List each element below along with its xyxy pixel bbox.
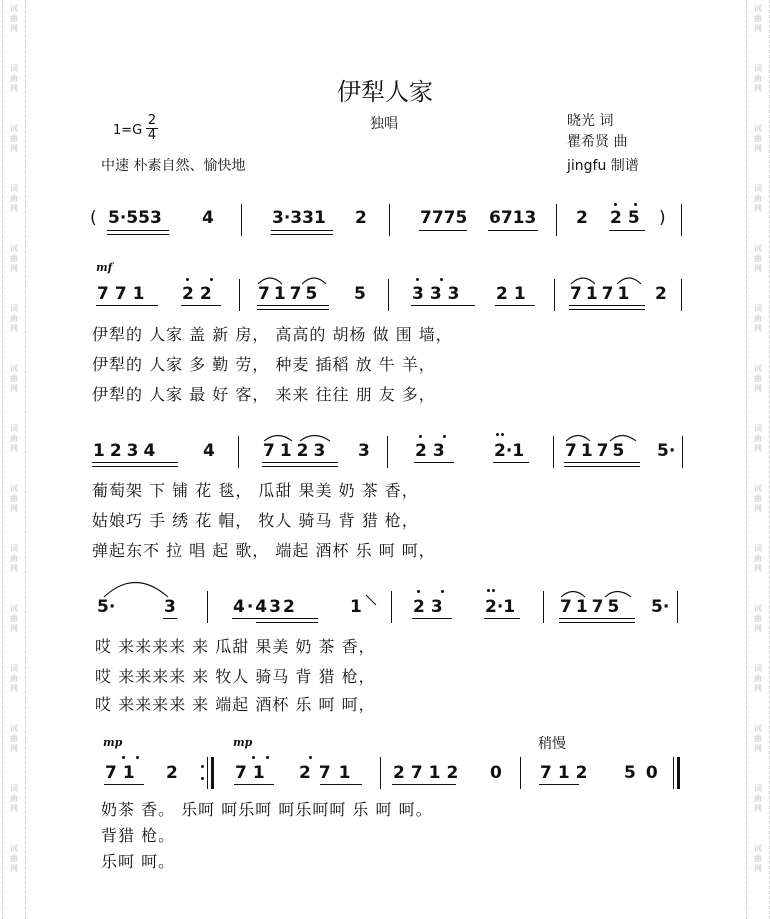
- composer-credit: 瞿希贤 曲: [567, 134, 628, 150]
- slur: [571, 278, 595, 284]
- lyric-line: 姑娘巧 手 绣 花 帽， 牧人 骑马 背 猎 枪，: [92, 511, 419, 530]
- note-group: 7171: [570, 284, 634, 304]
- lyric-line: 哎 来来来来 来 瓜甜 果美 奶 茶 香，: [95, 637, 376, 656]
- tempo-change-slower: 稍慢: [538, 736, 566, 752]
- note-group: 4: [203, 441, 215, 461]
- note-group: 21: [496, 284, 532, 304]
- watermark-text: 词 曲 网: [10, 604, 18, 633]
- watermark-text: 词 曲 网: [754, 4, 762, 33]
- watermark-text: 词 曲 网: [754, 364, 762, 393]
- note-group: 771: [97, 284, 151, 304]
- note-group: 5: [354, 284, 366, 304]
- note-group: 0: [490, 763, 502, 783]
- slur: [605, 592, 631, 598]
- watermark-text: 词 曲 网: [10, 724, 18, 753]
- arranger-credit: jingfu 制谱: [567, 158, 639, 174]
- paren-close: ): [659, 208, 666, 228]
- glissando-mark: [366, 595, 376, 605]
- watermark-text: 词 曲 网: [754, 244, 762, 273]
- watermark-text: 词 曲 网: [10, 484, 18, 513]
- tempo-marking: 中速 朴素自然、愉快地: [101, 158, 246, 174]
- slur: [258, 278, 282, 284]
- note-group: 271: [299, 763, 359, 783]
- note-group: 2·1: [485, 597, 516, 617]
- note-group: 7175: [565, 441, 629, 461]
- watermark-text: 词 曲 网: [10, 124, 18, 153]
- lyric-line: 乐呵 呵。: [101, 852, 176, 871]
- watermark-text: 词 曲 网: [10, 364, 18, 393]
- watermark-text: 词 曲 网: [754, 184, 762, 213]
- note-group: 3·331: [272, 208, 326, 228]
- watermark-text: 词 曲 网: [10, 304, 18, 333]
- lyric-line: 葡萄架 下 铺 花 毯， 瓜甜 果美 奶 茶 香，: [92, 481, 419, 500]
- dynamic-mf: mf: [96, 261, 113, 274]
- watermark-text: 词 曲 网: [10, 844, 18, 873]
- note-group: 4: [202, 208, 214, 228]
- note-group: 1: [350, 597, 362, 617]
- watermark-text: 词 曲 网: [10, 664, 18, 693]
- note-group: 712: [540, 763, 594, 783]
- watermark-text: 词 曲 网: [10, 4, 18, 33]
- paren-open: (: [90, 208, 97, 228]
- performance-type: 独唱: [370, 116, 398, 132]
- note-group: 4·432: [233, 597, 297, 617]
- song-title: 伊犁人家: [337, 78, 433, 106]
- lyric-line: 背猎 枪。: [101, 826, 176, 845]
- lyric-line: 哎 来来来来 来 牧人 骑马 背 猎 枪，: [95, 667, 376, 686]
- note-group: 333: [412, 284, 466, 304]
- time-numerator: 2: [147, 113, 157, 128]
- slur: [566, 436, 590, 442]
- watermark-text: 词 曲 网: [10, 424, 18, 453]
- watermark-text: 词 曲 网: [10, 184, 18, 213]
- watermark-text: 词 曲 网: [754, 484, 762, 513]
- slur: [302, 278, 326, 284]
- lyric-line: 哎 来来来来 来 端起 酒杯 乐 呵 呵，: [95, 695, 376, 714]
- note-group: 25: [610, 208, 646, 228]
- note-group: 3: [164, 597, 176, 617]
- note-group: 5·553: [108, 208, 162, 228]
- watermark-text: 词 曲 网: [10, 244, 18, 273]
- note-group: 2·1: [494, 441, 525, 461]
- slur: [617, 278, 641, 284]
- watermark-text: 词 曲 网: [10, 784, 18, 813]
- note-group: 2: [576, 208, 588, 228]
- note-group: 5·: [651, 597, 670, 617]
- dynamic-mp: mp: [103, 736, 123, 749]
- note-group: 7175: [560, 597, 624, 617]
- watermark-text: 词 曲 网: [754, 64, 762, 93]
- note-group: 6713: [489, 208, 537, 228]
- note-group: 5·: [97, 597, 116, 617]
- note-group: 71: [105, 763, 141, 783]
- dynamic-mp: mp: [233, 736, 253, 749]
- lyricist-credit: 晓光 词: [567, 113, 614, 129]
- watermark-text: 词 曲 网: [754, 124, 762, 153]
- key-signature: 1=G: [113, 123, 143, 138]
- note-group: 2: [355, 208, 367, 228]
- note-group: 1234: [93, 441, 161, 461]
- lyric-line: 弹起东不 拉 唱 起 歌， 端起 酒杯 乐 呵 呵，: [92, 541, 436, 560]
- note-group: 71: [235, 763, 271, 783]
- watermark-text: 词 曲 网: [10, 544, 18, 573]
- note-group: 5·: [657, 441, 676, 461]
- note-group: 2: [655, 284, 667, 304]
- note-group: 23: [413, 597, 449, 617]
- watermark-text: 词 曲 网: [754, 664, 762, 693]
- note-group: 3: [358, 441, 370, 461]
- watermark-text: 词 曲 网: [754, 604, 762, 633]
- watermark-text: 词 曲 网: [754, 844, 762, 873]
- note-group: 2: [166, 763, 178, 783]
- lyric-line: 伊犁的 人家 最 好 客， 来来 往往 朋 友 多，: [92, 385, 436, 404]
- watermark-text: 词 曲 网: [754, 424, 762, 453]
- time-denominator: 4: [147, 128, 157, 143]
- slur: [264, 436, 292, 442]
- note-group: 22: [182, 284, 218, 304]
- note-group: 2712: [393, 763, 465, 783]
- lyric-line: 伊犁的 人家 多 勤 劳， 种麦 插稻 放 牛 羊，: [92, 355, 436, 374]
- note-group: 50: [624, 763, 668, 783]
- slur: [610, 436, 636, 442]
- tie-long: [104, 583, 168, 598]
- watermark-text: 词 曲 网: [10, 64, 18, 93]
- lyric-line: 伊犁的 人家 盖 新 房， 高高的 胡杨 做 围 墙，: [92, 325, 453, 344]
- lyric-line: 奶茶 香。 乐呵 呵乐呵 呵乐呵呵 乐 呵 呵。: [101, 800, 433, 819]
- note-group: 7175: [258, 284, 322, 304]
- slur: [561, 592, 585, 598]
- note-group: 23: [415, 441, 451, 461]
- watermark-text: 词 曲 网: [754, 304, 762, 333]
- watermark-text: 词 曲 网: [754, 724, 762, 753]
- slur: [300, 436, 330, 442]
- watermark-text: 词 曲 网: [754, 544, 762, 573]
- note-group: 7775: [420, 208, 468, 228]
- note-group: 7123: [263, 441, 331, 461]
- watermark-text: 词 曲 网: [754, 784, 762, 813]
